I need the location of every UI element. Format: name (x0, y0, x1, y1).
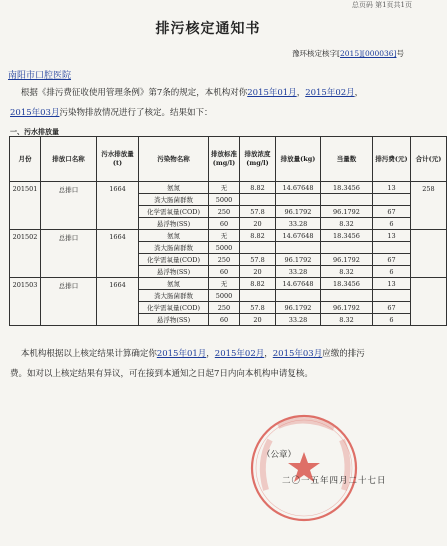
cell-equivalent: 18.3456 (321, 278, 373, 290)
cell-outlet: 总排口 (41, 182, 97, 230)
cell-amount: 96.1792 (276, 254, 321, 266)
cell-amount: 14.67648 (276, 278, 321, 290)
cell-fee (373, 290, 411, 302)
cell-equivalent: 8.32 (321, 266, 373, 278)
cell-concentration: 8.82 (240, 230, 276, 242)
cell-total (411, 278, 447, 326)
cell-pollutant: 粪大肠菌群数 (139, 290, 209, 302)
cell-fee: 6 (373, 266, 411, 278)
cell-fee: 6 (373, 218, 411, 230)
cell-equivalent: 8.32 (321, 218, 373, 230)
discharge-table (9, 136, 447, 326)
cell-fee: 67 (373, 302, 411, 314)
cell-amount (276, 290, 321, 302)
intro-paragraph: 根据《排污费征收使用管理条例》第7条的规定，本机构对你2015年01月，2015年02月， 2015年03月污染物排放情况进行了核定。结果如下： (10, 88, 364, 118)
col-header-volume: 污水排放量(t) (97, 137, 139, 182)
col-header-pollutant: 污染物名称 (139, 137, 209, 182)
cell-pollutant: 悬浮物(SS) (139, 218, 209, 230)
cell-amount: 14.67648 (276, 182, 321, 194)
cell-fee: 6 (373, 314, 411, 326)
cell-standard: 5000 (209, 194, 240, 206)
cell-equivalent: 96.1792 (321, 302, 373, 314)
cell-pollutant: 化学需氧量(COD) (139, 302, 209, 314)
cell-outlet: 总排口 (41, 230, 97, 278)
cell-equivalent (321, 242, 373, 254)
cell-month: 201502 (10, 230, 41, 278)
cell-amount: 33.28 (276, 218, 321, 230)
cell-pollutant: 化学需氧量(COD) (139, 206, 209, 218)
cell-standard: 60 (209, 266, 240, 278)
cell-equivalent (321, 290, 373, 302)
cell-concentration (240, 242, 276, 254)
cell-pollutant: 粪大肠菌群数 (139, 242, 209, 254)
cell-fee: 67 (373, 254, 411, 266)
cell-amount: 96.1792 (276, 206, 321, 218)
cell-equivalent: 96.1792 (321, 206, 373, 218)
cell-standard: 60 (209, 218, 240, 230)
section-heading: 一、污水排放量 (10, 127, 59, 136)
page-title: 排污核定通知书 (155, 21, 261, 37)
cell-equivalent (321, 194, 373, 206)
cell-amount: 33.28 (276, 314, 321, 326)
cell-standard: 250 (209, 206, 240, 218)
cell-equivalent: 96.1792 (321, 254, 373, 266)
cell-pollutant: 氨氮 (139, 278, 209, 290)
recipient-name: 南阳市口腔医院 (8, 71, 72, 81)
cell-amount: 96.1792 (276, 302, 321, 314)
table-row (10, 182, 447, 194)
cell-standard: 5000 (209, 290, 240, 302)
cell-standard: 无 (209, 230, 240, 242)
col-header-total: 合计(元) (411, 137, 447, 182)
cell-standard: 250 (209, 302, 240, 314)
cell-fee: 13 (373, 182, 411, 194)
cell-amount: 14.67648 (276, 230, 321, 242)
col-header-fee: 排污费(元) (373, 137, 411, 182)
cell-outlet: 总排口 (41, 278, 97, 326)
issue-date: 二〇一五年四月二十七日 (282, 476, 387, 486)
cell-pollutant: 化学需氧量(COD) (139, 254, 209, 266)
cell-concentration (240, 194, 276, 206)
cell-standard: 无 (209, 278, 240, 290)
cell-volume: 1664 (97, 278, 139, 326)
cell-amount: 33.28 (276, 266, 321, 278)
col-header-concentration: 排放浓度(mg/l) (240, 137, 276, 182)
cell-concentration: 57.8 (240, 254, 276, 266)
cell-fee: 13 (373, 278, 411, 290)
document-number: 豫环核定核字[2015][000036]号 (292, 49, 404, 58)
col-header-outlet: 排放口名称 (41, 137, 97, 182)
cell-volume: 1664 (97, 182, 139, 230)
cell-month: 201503 (10, 278, 41, 326)
col-header-month: 月份 (10, 137, 41, 182)
page-number: 总页码 第1页共1页 (351, 1, 412, 9)
cell-fee (373, 194, 411, 206)
conclusion-paragraph: 本机构根据以上核定结果计算确定你2015年01月，2015年02月，2015年03月应缴的排污 费。如对以上核定结果有异议，可在接到本通知之日起7日内向本机构申请复核。 (10, 349, 365, 379)
cell-concentration: 57.8 (240, 302, 276, 314)
cell-pollutant: 悬浮物(SS) (139, 266, 209, 278)
cell-pollutant: 悬浮物(SS) (139, 314, 209, 326)
official-seal-icon (248, 412, 360, 524)
cell-total: 258 (411, 182, 447, 230)
cell-equivalent: 8.32 (321, 314, 373, 326)
cell-standard: 60 (209, 314, 240, 326)
col-header-amount: 排放量(kg) (276, 137, 321, 182)
cell-standard: 5000 (209, 242, 240, 254)
col-header-equivalent: 当量数 (321, 137, 373, 182)
cell-concentration: 8.82 (240, 278, 276, 290)
cell-concentration: 57.8 (240, 206, 276, 218)
cell-amount (276, 242, 321, 254)
cell-pollutant: 氨氮 (139, 182, 209, 194)
cell-fee: 13 (373, 230, 411, 242)
cell-concentration: 20 (240, 218, 276, 230)
cell-concentration: 20 (240, 266, 276, 278)
cell-amount (276, 194, 321, 206)
cell-concentration: 20 (240, 314, 276, 326)
cell-standard: 无 (209, 182, 240, 194)
cell-pollutant: 粪大肠菌群数 (139, 194, 209, 206)
cell-total (411, 230, 447, 278)
col-header-standard: 排放标准(mg/l) (209, 137, 240, 182)
cell-concentration: 8.82 (240, 182, 276, 194)
cell-volume: 1664 (97, 230, 139, 278)
table-header-row (10, 137, 447, 182)
table-row (10, 278, 447, 290)
cell-standard: 250 (209, 254, 240, 266)
cell-pollutant: 氨氮 (139, 230, 209, 242)
cell-equivalent: 18.3456 (321, 230, 373, 242)
seal-caption: （公章） (262, 450, 297, 460)
cell-concentration (240, 290, 276, 302)
cell-equivalent: 18.3456 (321, 182, 373, 194)
cell-fee (373, 242, 411, 254)
cell-fee: 67 (373, 206, 411, 218)
table-row (10, 230, 447, 242)
cell-month: 201501 (10, 182, 41, 230)
